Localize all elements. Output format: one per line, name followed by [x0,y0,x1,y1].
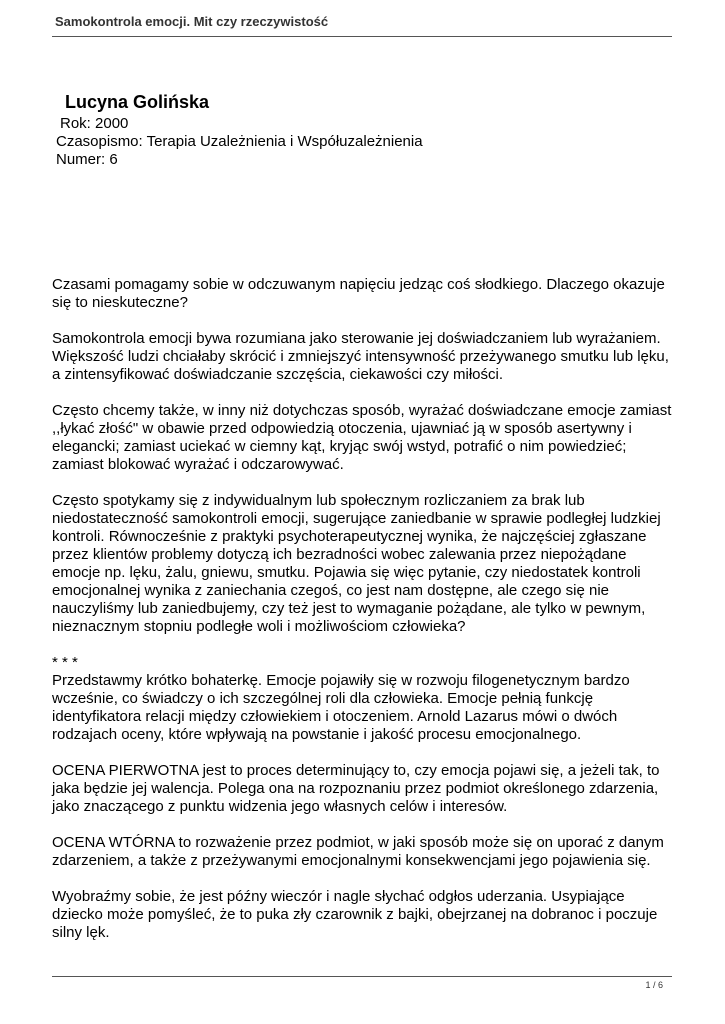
paragraph-definition: Samokontrola emocji bywa rozumiana jako sterowanie jej doświadczaniem lub wyrażaniem. Większość ludzi chciałaby skrócić i zmniejszyć intensywność przeżywanego smutku lub lęku, a zintensyfikować doświadczanie szczęścia, ciekawości czy miłości. [52,330,669,383]
section-separator: * * * [52,654,78,671]
paragraph-example: Wyobraźmy sobie, że jest późny wieczór i nagle słychać odgłos uderzania. Usypiające dziecko może pomyśleć, że to puka zły czarownik z bajki, obejrzanej na dobranoc i poczuje silny lęk. [52,888,658,941]
paragraph-accountability: Często spotykamy się z indywidualnym lub społecznym rozliczaniem za brak lub niedostateczność samokontroli emocji, sugerujące zaniedbanie w sprawie podległej ludzkiej kontroli. Równocześnie z praktyki psychoterapeutycznej wynika, że najczęściej zgłaszane przez klientów problemy dotyczą ich bezradności wobec zalewania przez niepożądane emocje np. lęku, żalu, gniewu, smutku. Pojawia się więc pytanie, czy niedostatek kontroli emocjonalnej wynika z zaniechania czegoś, co jest nam dostępne, ale czego się nie nauczyliśmy lub zaniedbujemy, czy też jest to wymaganie pożądane, ale tylko w pewnym, nieznacznym stopniu podległe woli i możliwościom człowieka? [52,492,661,635]
author-name: Lucyna Golińska [65,92,210,112]
article-body [52,276,676,960]
journal-name: Czasopismo: Terapia Uzależnienia i Współuzależnienia [56,133,423,150]
paragraph-intro: Czasami pomagamy sobie w odczuwanym napięciu jedząc coś słodkiego. Dlaczego okazuje się to nieskuteczne? [52,276,665,311]
page-number: 1 / 6 [645,980,663,990]
document-header-title: Samokontrola emocji. Mit czy rzeczywistość [55,14,329,29]
paragraph-expression: Często chcemy także, w inny niż dotychczas sposób, wyrażać doświadczane emocje zamiast ,,łykać złość" w obawie przed odpowiedzią otoczenia, ujawniać ją w sposób asertywny i elegancki; zamiast uciekać w ciemny kąt, kryjąc swój wstyd, potrafić o nim powiedzieć; zamiast blokować wyrażać i odczarowywać. [52,402,672,473]
issue-number: Numer: 6 [56,151,118,168]
paragraph-secondary-appraisal: OCENA WTÓRNA to rozważenie przez podmiot, w jaki sposób może się on uporać z danym zdarzeniem, a także z przeżywanymi emocjonalnymi konsekwencjami jego pojawienia się. [52,834,664,869]
footer-divider [52,976,672,977]
paragraph-primary-appraisal: OCENA PIERWOTNA jest to proces determinujący to, czy emocja pojawi się, a jeżeli tak, to jaka będzie jej walencja. Polega ona na rozpoznaniu przez podmiot określonego zdarzenia, jako znaczącego z punktu widzenia jego własnych celów i interesów. [52,762,660,815]
paragraph-heroine: Przedstawmy krótko bohaterkę. Emocje pojawiły się w rozwoju filogenetycznym bardzo wcześnie, co świadczy o ich szczególnej roli dla człowieka. Emocje pełnią funkcję identyfikatora relacji między człowiekiem i otoczeniem. Arnold Lazarus mówi o dwóch rodzajach oceny, które wpływają na powstanie i jakość procesu emocjonalnego. [52,672,630,743]
publication-year: Rok: 2000 [60,115,129,132]
header-divider [52,36,672,37]
